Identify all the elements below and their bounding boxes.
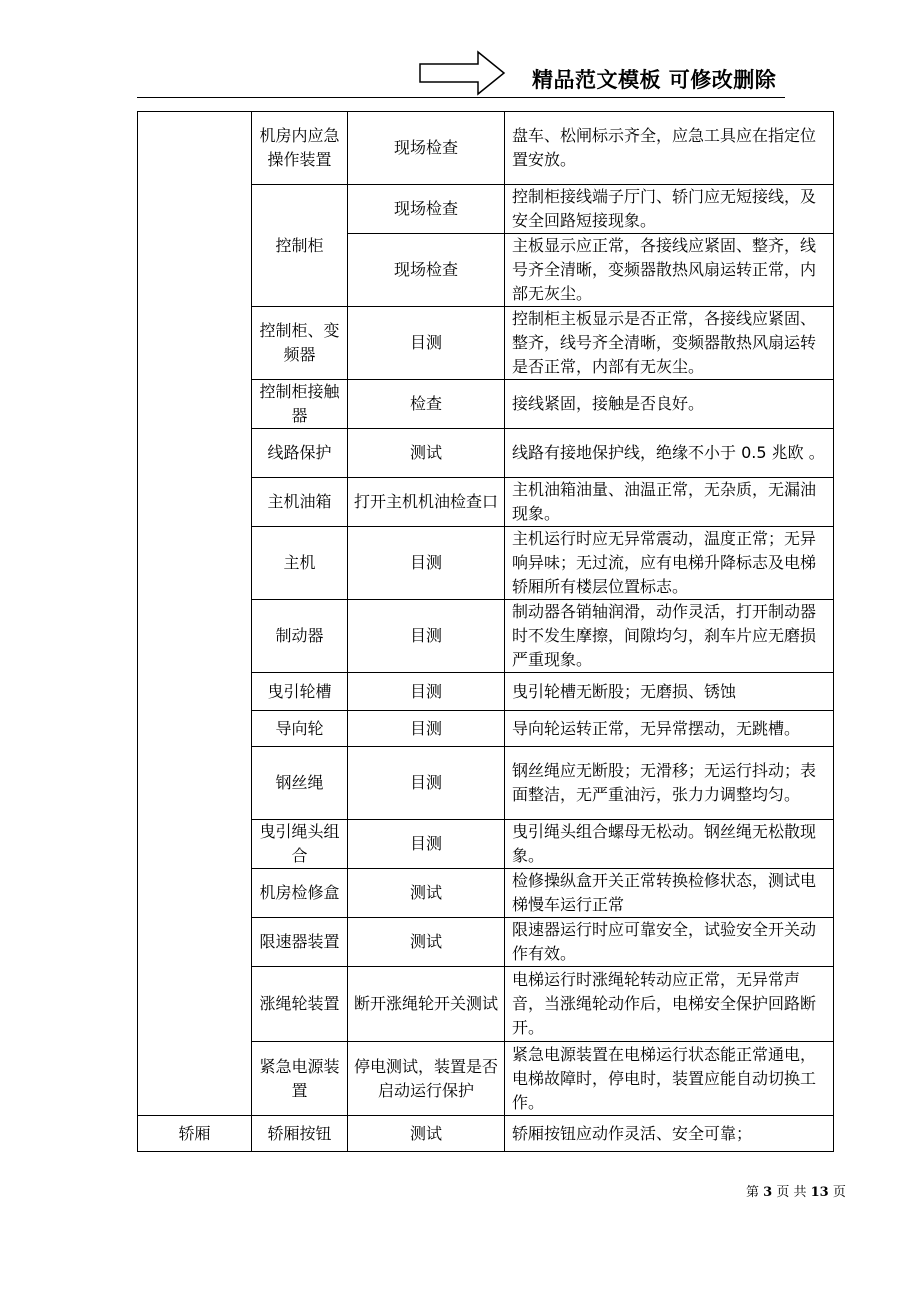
description-cell: 制动器各销轴润滑，动作灵活，打开制动器时不发生摩擦，间隙均匀，刹车片应无磨损严重现象。 <box>505 600 834 673</box>
component-cell: 机房检修盒 <box>252 869 348 918</box>
method-cell: 现场检查 <box>348 234 505 307</box>
method-cell: 打开主机机油检查口 <box>348 478 505 527</box>
method-cell: 现场检查 <box>348 185 505 234</box>
category-cell-empty <box>138 112 252 1116</box>
method-cell: 停电测试，装置是否启动运行保护 <box>348 1042 505 1116</box>
method-cell: 测试 <box>348 869 505 918</box>
method-cell: 目测 <box>348 820 505 869</box>
description-cell: 接线紧固，接触是否良好。 <box>505 380 834 429</box>
description-cell: 检修操纵盒开关正常转换检修状态，测试电梯慢车运行正常 <box>505 869 834 918</box>
method-cell: 现场检查 <box>348 112 505 185</box>
description-cell: 轿厢按钮应动作灵活、安全可靠； <box>505 1116 834 1152</box>
description-cell: 控制柜主板显示是否正常，各接线应紧固、整齐，线号齐全清晰，变频器散热风扇运转是否正常，内部有无灰尘。 <box>505 307 834 380</box>
footer-middle: 页 共 <box>772 1185 811 1200</box>
description-cell: 控制柜接线端子厅门、轿门应无短接线，及安全回路短接现象。 <box>505 185 834 234</box>
method-cell: 目测 <box>348 307 505 380</box>
component-cell: 曳引绳头组合 <box>252 820 348 869</box>
category-cell: 轿厢 <box>138 1116 252 1152</box>
description-cell: 主板显示应正常，各接线应紧固、整齐，线号齐全清晰，变频器散热风扇运转正常，内部无灰尘。 <box>505 234 834 307</box>
description-cell: 电梯运行时涨绳轮转动应正常，无异常声音，当涨绳轮动作后，电梯安全保护回路断开。 <box>505 967 834 1042</box>
inspection-table <box>137 111 834 1152</box>
description-cell: 盘车、松闸标示齐全，应急工具应在指定位置安放。 <box>505 112 834 185</box>
method-cell: 测试 <box>348 429 505 478</box>
page-number-footer <box>746 1181 846 1200</box>
footer-suffix: 页 <box>828 1185 846 1200</box>
page-header <box>0 0 920 100</box>
method-cell: 测试 <box>348 918 505 967</box>
component-cell: 主机 <box>252 527 348 600</box>
method-cell: 断开涨绳轮开关测试 <box>348 967 505 1042</box>
method-cell: 目测 <box>348 600 505 673</box>
method-cell: 目测 <box>348 527 505 600</box>
description-cell: 线路有接地保护线，绝缘不小于 0.5 兆欧 。 <box>505 429 834 478</box>
method-cell: 检查 <box>348 380 505 429</box>
component-cell: 制动器 <box>252 600 348 673</box>
method-cell: 目测 <box>348 747 505 820</box>
component-cell: 线路保护 <box>252 429 348 478</box>
footer-page-number: 3 <box>763 1185 773 1200</box>
component-cell: 控制柜 <box>252 185 348 307</box>
footer-total-pages: 13 <box>810 1185 829 1200</box>
description-cell: 曳引绳头组合螺母无松动。钢丝绳无松散现象。 <box>505 820 834 869</box>
component-cell: 轿厢按钮 <box>252 1116 348 1152</box>
description-cell: 导向轮运转正常，无异常摆动，无跳槽。 <box>505 711 834 747</box>
header-title: 精品范文模板 可修改删除 <box>532 68 777 92</box>
component-cell: 限速器装置 <box>252 918 348 967</box>
description-cell: 主机油箱油量、油温正常，无杂质，无漏油现象。 <box>505 478 834 527</box>
component-cell: 机房内应急操作装置 <box>252 112 348 185</box>
right-arrow-outline-icon <box>418 50 506 96</box>
component-cell: 控制柜接触器 <box>252 380 348 429</box>
table-row <box>138 112 834 185</box>
component-cell: 曳引轮槽 <box>252 673 348 711</box>
method-cell: 测试 <box>348 1116 505 1152</box>
description-cell: 限速器运行时应可靠安全，试验安全开关动作有效。 <box>505 918 834 967</box>
description-cell: 主机运行时应无异常震动，温度正常；无异响异味；无过流，应有电梯升降标志及电梯轿厢所有楼层位置标志。 <box>505 527 834 600</box>
component-cell: 主机油箱 <box>252 478 348 527</box>
component-cell: 控制柜、变频器 <box>252 307 348 380</box>
footer-prefix: 第 <box>746 1185 764 1200</box>
component-cell: 导向轮 <box>252 711 348 747</box>
method-cell: 目测 <box>348 711 505 747</box>
component-cell: 钢丝绳 <box>252 747 348 820</box>
table-row <box>138 1116 834 1152</box>
method-cell: 目测 <box>348 673 505 711</box>
component-cell: 涨绳轮装置 <box>252 967 348 1042</box>
description-cell: 钢丝绳应无断股；无滑移；无运行抖动；表面整洁，无严重油污，张力力调整均匀。 <box>505 747 834 820</box>
description-cell: 紧急电源装置在电梯运行状态能正常通电，电梯故障时，停电时，装置应能自动切换工作。 <box>505 1042 834 1116</box>
description-cell: 曳引轮槽无断股；无磨损、锈蚀 <box>505 673 834 711</box>
header-divider <box>137 97 785 98</box>
component-cell: 紧急电源装置 <box>252 1042 348 1116</box>
